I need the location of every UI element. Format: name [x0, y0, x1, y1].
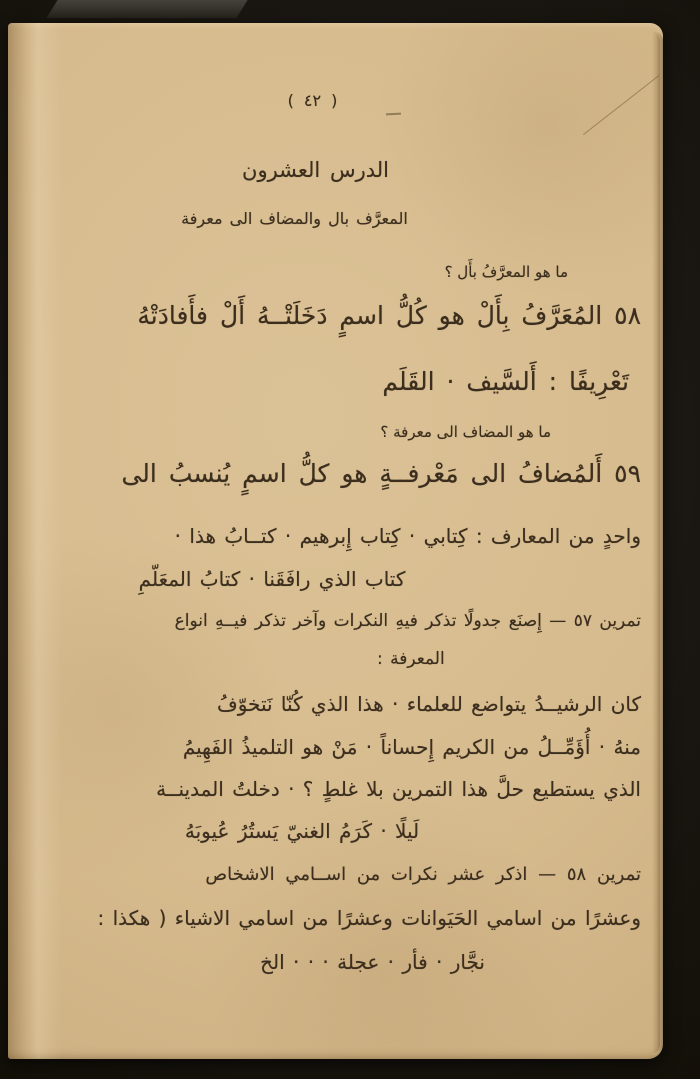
exercise-58-instruction-continuation: وعشرًا من اسامي الحَيَوانات وعشرًا من اسامي الاشياء ( هكذا :: [97, 906, 641, 930]
rule-59-continuation-1: واحدٍ من المعارف : كِتابي · كِتاب إِبرهيم · كتــابُ هذا ·: [174, 524, 641, 548]
examples-paragraph-line-1: كان الرشيــدُ يتواضع للعلماء · هذا الذي كُنّا نَتخوّفُ: [216, 692, 641, 716]
rule-58-continuation: تَعْرِيفًا : أَلسَّيف · القَلَم: [382, 367, 629, 396]
question-mudaf-ila-marifah: ما هو المضاف الى معرفة ؟: [380, 423, 551, 441]
rule-58: ٥٨ المُعَرَّفُ بِأَلْ هو كُلُّ اسمٍ دَخَلَتْــهُ أَلْ فأَفادَتْهُ: [137, 301, 641, 330]
examples-paragraph-line-3: الذي يستطيع حلَّ هذا التمرين بلا غلطٍ ؟ · دخلتُ المدينــة: [156, 777, 641, 801]
exercise-57-instruction-continuation: المعرفة :: [377, 649, 445, 669]
exercise-58-examples: نجَّار · فأر · عجلة · · · الخ: [260, 950, 485, 974]
question-marifah-bi-al: ما هو المعرَّفُ بأَل ؟: [444, 263, 568, 281]
exercise-58-instruction: تمرين ٥٨ — اذكر عشر نكرات من اســامي الاشخاص: [205, 864, 641, 885]
ink-smudge: [386, 113, 401, 116]
rule-59: ٥٩ أَلمُضافُ الى مَعْرفــةٍ هو كلُّ اسمٍ يُنسبُ الى: [121, 459, 641, 488]
book-page: [8, 23, 663, 1059]
page-edge-stack: [652, 31, 663, 1055]
exercise-57-instruction: تمرين ٥٧ — إِصنَع جدولًا تذكر فيهِ النكرات وآخر تذكر فيــهِ انواع: [174, 611, 641, 631]
rule-59-continuation-2: كتاب الذي رافَقَنا · كتابُ المعَلّمِ: [138, 567, 406, 591]
lesson-title: الدرس العشرون: [242, 158, 389, 182]
lesson-subtitle: المعرَّف بال والمضاف الى معرفة: [181, 209, 408, 228]
page-number: ( ٤٢ ): [287, 91, 338, 110]
table-surface-patch: [46, 0, 247, 18]
examples-paragraph-line-4: لَيلًا · كَرَمُ الغنيّ يَستُرُ عُيوبَهُ: [184, 819, 420, 843]
examples-paragraph-line-2: منهُ · أُؤَمِّــلُ من الكريم إِحساناً · مَنْ هو التلميذُ الفَهِيمُ: [182, 735, 641, 759]
